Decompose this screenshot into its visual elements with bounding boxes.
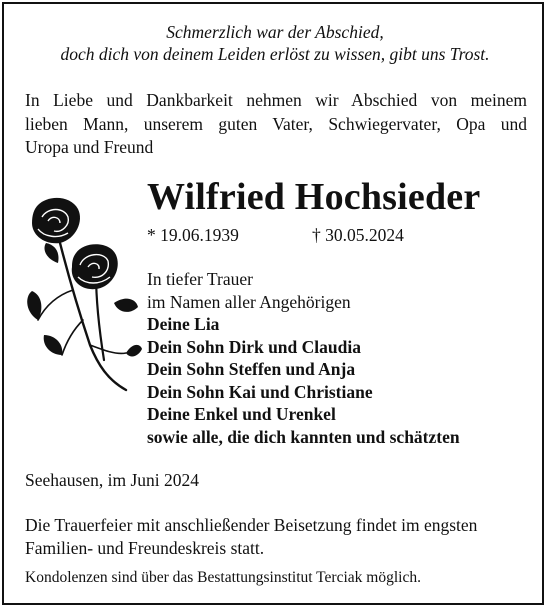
condolences-note: Kondolenzen sind über das Bestattungsinstitut Terciak möglich.	[25, 569, 421, 586]
funeral-notice	[25, 514, 530, 560]
funeral-line-1: Die Trauerfeier mit anschließender Beisetzung findet im engsten	[25, 515, 478, 535]
birth-date: * 19.06.1939	[147, 225, 239, 245]
intro-line-1: In Liebe und Dankbarkeit nehmen wir Abschied von meinem	[25, 90, 527, 110]
mourner-line: Dein Sohn Steffen und Anja	[147, 359, 356, 379]
death-date: † 30.05.2024	[312, 225, 404, 245]
mourner-line: im Namen aller Angehörigen	[147, 291, 351, 312]
mourner-line: sowie alle, die dich kannten und schätzten	[147, 426, 460, 447]
mourner-line: In tiefer Trauer	[147, 269, 253, 289]
intro-paragraph	[25, 89, 527, 160]
motto-line-2: doch dich von deinem Leiden erlöst zu wissen, gibt uns Trost.	[60, 44, 490, 64]
intro-line-2: lieben Mann, unserem guten Vater, Schwiegervater, Opa und	[25, 113, 527, 134]
deceased-name: Wilfried Hochsieder	[147, 176, 481, 218]
mourner-line: Dein Sohn Dirk und Claudia	[147, 336, 361, 357]
place-date: Seehausen, im Juni 2024	[25, 470, 200, 490]
funeral-line-2: Familien- und Freundeskreis statt.	[25, 538, 265, 558]
rose-icon	[18, 195, 143, 395]
intro-line-3: Uropa und Freund	[25, 137, 154, 157]
mourner-line: Dein Sohn Kai und Christiane	[147, 381, 373, 402]
motto-line-1: Schmerzlich war der Abschied,	[166, 22, 384, 42]
mourner-line: Deine Enkel und Urenkel	[147, 404, 336, 424]
mourners-list	[147, 268, 460, 448]
mourner-line: Deine Lia	[147, 314, 220, 334]
